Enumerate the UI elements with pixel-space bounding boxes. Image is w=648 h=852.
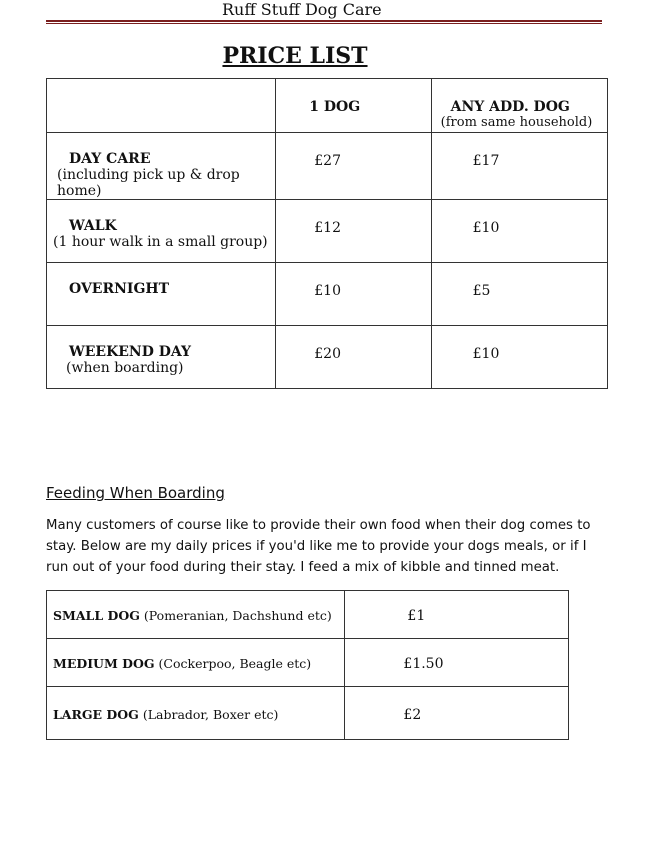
price-cell: [276, 133, 431, 200]
service-note: (1 hour walk in a small group): [53, 234, 268, 250]
dog-size-cell: [47, 687, 345, 740]
price-additional-dog: £10: [472, 346, 500, 362]
price-cell: [276, 200, 431, 263]
header-cell-one-dog: [276, 79, 431, 133]
service-cell: [47, 133, 276, 200]
table-row: [47, 133, 608, 200]
price-one-dog: £12: [314, 220, 341, 236]
price-one-dog: £20: [314, 346, 341, 362]
dog-size: SMALL DOG: [53, 608, 140, 623]
table-row: [47, 326, 608, 389]
column-heading-one-dog: 1 DOG: [309, 99, 361, 115]
column-subheading: (from same household): [440, 115, 593, 130]
dog-size-cell: [47, 591, 345, 639]
dog-size-cell: [47, 639, 345, 687]
price-one-dog: £10: [314, 283, 341, 299]
feeding-heading: Feeding When Boarding: [46, 484, 225, 502]
feeding-table: [46, 590, 569, 740]
service-cell: [47, 326, 276, 389]
table-row: [47, 639, 569, 687]
service-note: (when boarding): [66, 360, 184, 376]
service-name: DAY CARE: [69, 151, 151, 167]
feeding-intro: Many customers of course like to provide their own food when their dog comes to stay. Below are my daily prices if you'd like me to provide your dogs meals, or if I run out of your food during their stay. I feed a mix of kibble and tinned meat.: [46, 518, 591, 575]
dog-size: MEDIUM DOG: [53, 656, 155, 671]
price-cell: [431, 326, 607, 389]
feeding-price: £2: [403, 706, 422, 723]
price-cell: [431, 200, 607, 263]
dog-breeds: (Cockerpoo, Beagle etc): [158, 656, 312, 671]
price-additional-dog: £17: [472, 153, 500, 169]
price-cell: [431, 263, 607, 326]
price-cell: [431, 133, 607, 200]
header-rule: [46, 20, 602, 22]
price-cell: [276, 263, 431, 326]
feeding-price-cell: [345, 687, 569, 740]
dog-size: LARGE DOG: [53, 706, 139, 722]
service-cell: [47, 200, 276, 263]
table-row: [47, 591, 569, 639]
service-name: OVERNIGHT: [69, 281, 170, 297]
price-table-header-row: [47, 79, 608, 133]
price-table: [46, 78, 608, 389]
page-title: PRICE LIST: [222, 43, 368, 69]
table-row: [47, 263, 608, 326]
header-rule-thin: [46, 23, 602, 24]
header-cell-additional-dog: [431, 79, 607, 133]
service-note: (including pick up & drop home): [57, 167, 240, 199]
service-cell: [47, 263, 276, 326]
feeding-price-cell: [345, 591, 569, 639]
feeding-price-cell: [345, 639, 569, 687]
feeding-price: £1: [407, 608, 426, 624]
table-row: [47, 687, 569, 740]
dog-breeds: (Labrador, Boxer etc): [142, 706, 279, 722]
feeding-price: £1.50: [403, 656, 444, 672]
price-additional-dog: £5: [472, 283, 491, 299]
service-name: WALK: [69, 218, 117, 234]
business-name: Ruff Stuff Dog Care: [222, 0, 382, 19]
column-heading-additional-dog: ANY ADD. DOG: [450, 99, 570, 115]
table-row: [47, 200, 608, 263]
header-cell-blank: [47, 79, 276, 133]
dog-breeds: (Pomeranian, Dachshund etc): [143, 608, 332, 623]
service-name: WEEKEND DAY: [69, 344, 192, 360]
price-one-dog: £27: [314, 153, 341, 169]
price-additional-dog: £10: [472, 220, 500, 236]
price-cell: [276, 326, 431, 389]
